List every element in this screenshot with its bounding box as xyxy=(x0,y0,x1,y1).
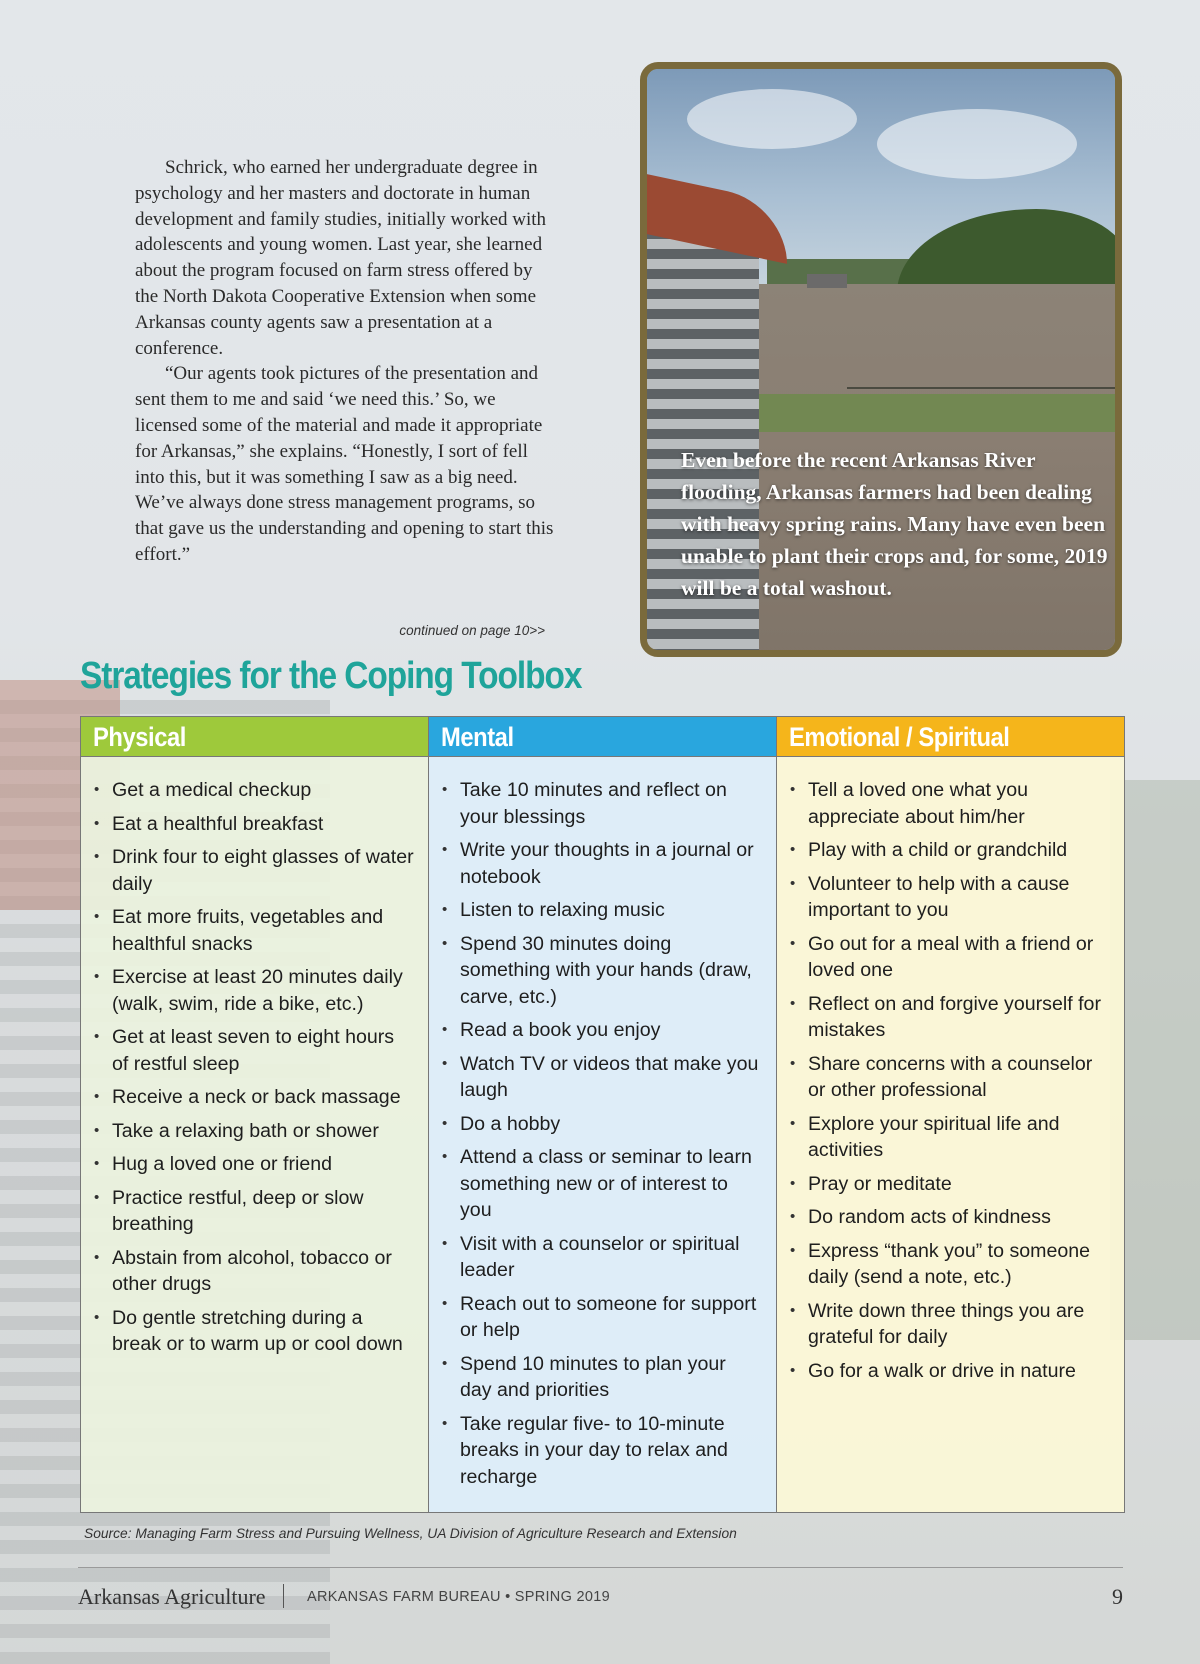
list-item: • Practice restful, deep or slow breathing xyxy=(94,1185,414,1238)
list-item: • Pray or meditate xyxy=(790,1171,1110,1198)
photo-cloud xyxy=(877,109,1077,179)
column-heading xyxy=(81,717,428,757)
column-physical xyxy=(81,717,429,1512)
list-item: • Take a relaxing bath or shower xyxy=(94,1118,414,1145)
column-body xyxy=(777,757,1124,1512)
list-item: • Take 10 minutes and reflect on your blessings xyxy=(442,777,762,830)
list-item: • Tell a loved one what you appreciate about him/her xyxy=(790,777,1110,830)
coping-toolbox-table xyxy=(80,716,1125,1513)
list-item: • Abstain from alcohol, tobacco or other drugs xyxy=(94,1245,414,1298)
list-item: • Do random acts of kindness xyxy=(790,1204,1110,1231)
column-heading-label: Physical xyxy=(93,722,186,752)
list-item: • Drink four to eight glasses of water daily xyxy=(94,844,414,897)
source-note: Source: Managing Farm Stress and Pursuing Wellness, UA Division of Agriculture Research and Extension xyxy=(84,1526,737,1541)
list-item: • Reflect on and forgive yourself for mistakes xyxy=(790,991,1110,1044)
list-item: • Spend 10 minutes to plan your day and priorities xyxy=(442,1351,762,1404)
column-body xyxy=(429,757,776,1512)
article-paragraph: “Our agents took pictures of the presentation and sent them to me and said ‘we need this.’ So, we licensed some of the material and made it appropriate for Arkansas,” she explains. “Honestly, I sort of fell into this, but it was something I saw as a big need. We’ve always done stress management programs, so that gave us the understanding and opening to start this effort.” xyxy=(135,363,554,565)
continued-link[interactable]: continued on page 10>> xyxy=(399,623,545,638)
column-emotional-spiritual xyxy=(777,717,1124,1512)
list-item: • Eat a healthful breakfast xyxy=(94,811,414,838)
article-text xyxy=(135,155,555,568)
list-item: • Receive a neck or back massage xyxy=(94,1084,414,1111)
magazine-name: Arkansas Agriculture xyxy=(78,1584,266,1609)
page-footer xyxy=(78,1584,1123,1614)
list-item: • Spend 30 minutes doing something with your hands (draw, carve, etc.) xyxy=(442,931,762,1011)
column-heading-label: Mental xyxy=(441,722,514,752)
column-body xyxy=(81,757,428,1512)
list-item: • Volunteer to help with a cause important to you xyxy=(790,871,1110,924)
list-item: • Take regular five- to 10-minute breaks in your day to relax and recharge xyxy=(442,1411,762,1491)
column-heading xyxy=(777,717,1124,757)
photo-caption: Even before the recent Arkansas River flooding, Arkansas farmers had been dealing with heavy spring rains. Many have even been unable to plant their crops and, for some, 2019 will be a total washout. xyxy=(681,448,1108,600)
photo-grass xyxy=(747,394,1122,432)
article-paragraph: Schrick, who earned her undergraduate degree in psychology and her masters and doctorate in human development and family studies, initially worked with adolescents and young women. Last year, she learned about the program focused on farm stress offered by the North Dakota Cooperative Extension when some Arkansas county agents saw a presentation at a conference. xyxy=(135,157,547,359)
list-item: • Do gentle stretching during a break or to warm up or cool down xyxy=(94,1305,414,1358)
list-item: • Get a medical checkup xyxy=(94,777,414,804)
list-item: • Read a book you enjoy xyxy=(442,1017,762,1044)
photo-fence xyxy=(847,387,1122,389)
toolbox-title: Strategies for the Coping Toolbox xyxy=(80,655,582,697)
footer-divider xyxy=(78,1567,1123,1568)
page-number: 9 xyxy=(1112,1584,1123,1609)
footer-separator xyxy=(283,1584,284,1608)
list-item: • Explore your spiritual life and activities xyxy=(790,1111,1110,1164)
list-item: • Play with a child or grandchild xyxy=(790,837,1110,864)
list-item: • Exercise at least 20 minutes daily (walk, swim, ride a bike, etc.) xyxy=(94,964,414,1017)
list-item: • Hug a loved one or friend xyxy=(94,1151,414,1178)
strategy-list xyxy=(81,757,428,1358)
column-heading xyxy=(429,717,776,757)
list-item: • Get at least seven to eight hours of restful sleep xyxy=(94,1024,414,1077)
list-item: • Do a hobby xyxy=(442,1111,762,1138)
list-item: • Write your thoughts in a journal or notebook xyxy=(442,837,762,890)
list-item: • Express “thank you” to someone daily (send a note, etc.) xyxy=(790,1238,1110,1291)
list-item: • Listen to relaxing music xyxy=(442,897,762,924)
photo-cloud xyxy=(687,89,857,149)
list-item: • Share concerns with a counselor or other professional xyxy=(790,1051,1110,1104)
list-item: • Reach out to someone for support or help xyxy=(442,1291,762,1344)
column-heading-label: Emotional / Spiritual xyxy=(789,722,1010,752)
list-item: • Eat more fruits, vegetables and healthful snacks xyxy=(94,904,414,957)
strategy-list xyxy=(777,757,1124,1384)
publication-info: ARKANSAS FARM BUREAU • SPRING 2019 xyxy=(307,1589,610,1605)
list-item: • Write down three things you are grateful for daily xyxy=(790,1298,1110,1351)
list-item: • Visit with a counselor or spiritual leader xyxy=(442,1231,762,1284)
list-item: • Go for a walk or drive in nature xyxy=(790,1358,1110,1385)
list-item: • Watch TV or videos that make you laugh xyxy=(442,1051,762,1104)
photo-shed xyxy=(807,274,847,288)
list-item: • Attend a class or seminar to learn something new or of interest to you xyxy=(442,1144,762,1224)
flood-photo xyxy=(640,62,1122,657)
strategy-list xyxy=(429,757,776,1490)
column-mental xyxy=(429,717,777,1512)
list-item: • Go out for a meal with a friend or loved one xyxy=(790,931,1110,984)
